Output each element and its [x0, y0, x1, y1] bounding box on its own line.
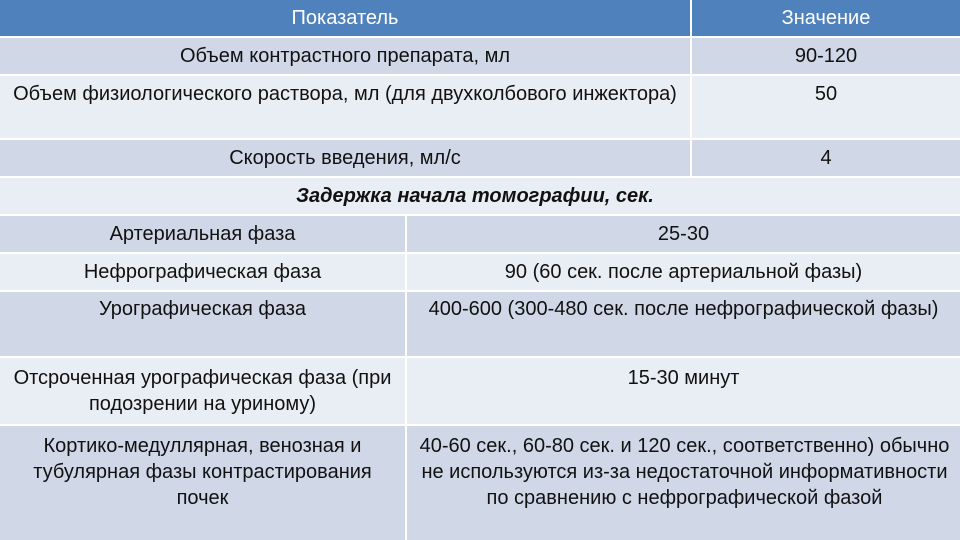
section-title-text: Задержка начала томографии, сек.: [296, 185, 654, 207]
row-label: Объем физиологического раствора, мл (для двухколбового инжектора): [13, 83, 677, 105]
row-value-cell: [405, 292, 960, 356]
header-parameter: [0, 0, 690, 36]
row-label: Скорость введения, мл/с: [229, 147, 461, 169]
row-value: 50: [814, 83, 838, 105]
row-value-cell: [405, 254, 960, 290]
row-label-cell: [0, 426, 405, 540]
table-row: [0, 76, 960, 138]
row-label-cell: [0, 216, 405, 252]
row-label: Артериальная фаза: [109, 223, 296, 245]
row-value: 400-600 (300-480 сек. после нефрографической фазы): [428, 298, 939, 320]
table-row: [0, 254, 960, 290]
header-value-label: Значение: [781, 7, 871, 29]
row-label-cell: [0, 358, 405, 424]
row-value: 40-60 сек., 60-80 сек. и 120 сек., соответственно) обычно не используются из-за недостаточной информативности по сравнению с нефрографической фазой: [419, 435, 950, 509]
row-label-cell: [0, 38, 690, 74]
table-row: [0, 426, 960, 540]
section-title: [0, 178, 960, 214]
row-value-cell: [690, 38, 960, 74]
row-label: Отсроченная урографическая фаза (при подозрении на уриному): [13, 367, 392, 415]
row-value-cell: [690, 140, 960, 176]
row-value: 90-120: [794, 45, 858, 67]
table-row: [0, 358, 960, 424]
table-row: [0, 38, 960, 74]
row-value-cell: [405, 216, 960, 252]
header-parameter-label: Показатель: [291, 7, 399, 29]
row-value: 25-30: [657, 223, 710, 245]
table-header-row: [0, 0, 960, 36]
row-value-cell: [690, 76, 960, 138]
row-label: Урографическая фаза: [98, 298, 307, 320]
row-value: 4: [820, 147, 832, 169]
row-label-cell: [0, 76, 690, 138]
row-value: 90 (60 сек. после артериальной фазы): [504, 261, 863, 283]
row-label: Объем контрастного препарата, мл: [179, 45, 511, 67]
section-row: [0, 178, 960, 214]
table-row: [0, 292, 960, 356]
row-label: Кортико-медуллярная, венозная и тубулярная фазы контрастирования почек: [33, 435, 372, 509]
row-label-cell: [0, 254, 405, 290]
row-value-cell: [405, 426, 960, 540]
table-row: [0, 216, 960, 252]
table-row: [0, 140, 960, 176]
header-value: [690, 0, 960, 36]
row-label: Нефрографическая фаза: [83, 261, 322, 283]
row-label-cell: [0, 292, 405, 356]
row-value-cell: [405, 358, 960, 424]
row-label-cell: [0, 140, 690, 176]
row-value: 15-30 минут: [627, 367, 740, 389]
